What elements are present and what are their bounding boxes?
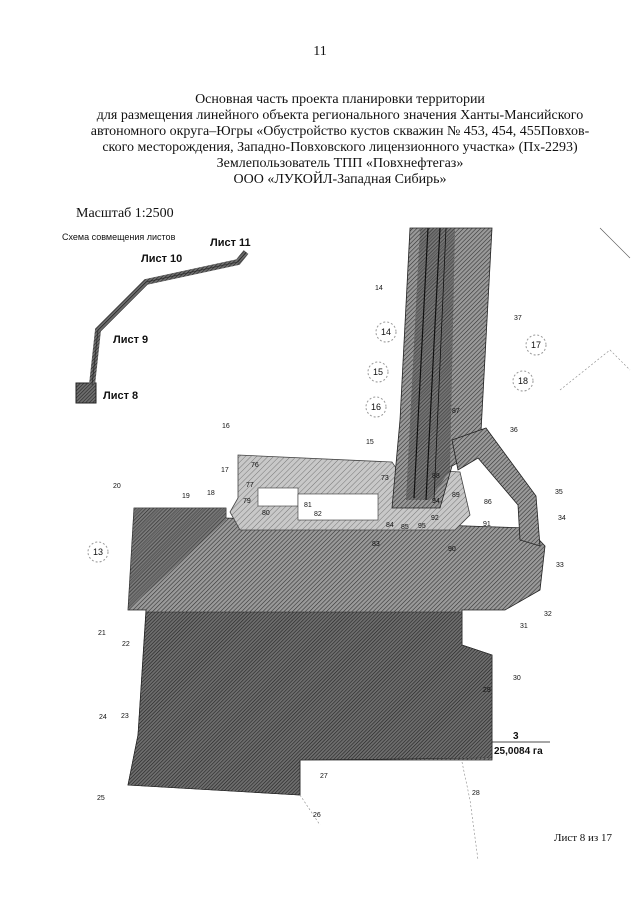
title-line: Основная часть проекта планировки территории bbox=[195, 92, 485, 107]
point-label: 24 bbox=[99, 714, 107, 721]
circled-label: 14 bbox=[381, 327, 392, 337]
allotment-area-dark-lower bbox=[128, 612, 492, 795]
point-label: 73 bbox=[381, 475, 389, 482]
point-label: 85 bbox=[401, 524, 409, 531]
point-label: 16 bbox=[222, 423, 230, 430]
area-number: 3 bbox=[513, 731, 519, 742]
point-label: 37 bbox=[514, 315, 522, 322]
point-label: 29 bbox=[483, 687, 491, 694]
title-line: автономного округа–Югры «Обустройство кустов скважин № 453, 454, 455Повхов- bbox=[90, 124, 590, 139]
point-label: 36 bbox=[510, 427, 518, 434]
sheet-footer: Лист 8 из 17 bbox=[554, 832, 613, 844]
point-label: 27 bbox=[320, 773, 328, 780]
point-label: 30 bbox=[513, 675, 521, 682]
boundary-line bbox=[300, 795, 320, 825]
point-label: 17 bbox=[221, 467, 229, 474]
point-label: 95 bbox=[418, 523, 426, 530]
title-line: ского месторождения, Западно-Повховского лицензионного участка» (Пх-2293) bbox=[102, 140, 578, 155]
point-label: 19 bbox=[182, 493, 190, 500]
boundary-line bbox=[560, 350, 630, 390]
sheet-label: Лист 9 bbox=[113, 334, 149, 346]
point-label: 28 bbox=[472, 790, 480, 797]
circled-label: 17 bbox=[531, 340, 542, 350]
company-line: ООО «ЛУКОЙЛ-Западная Сибирь» bbox=[233, 172, 447, 187]
point-label: 92 bbox=[431, 515, 439, 522]
sheet-label: Лист 8 bbox=[103, 390, 139, 402]
point-label: 91 bbox=[483, 521, 491, 528]
point-label: 15 bbox=[366, 439, 374, 446]
circled-label: 15 bbox=[373, 367, 384, 377]
circled-label: 16 bbox=[371, 402, 382, 412]
point-label: 94 bbox=[432, 498, 440, 505]
point-label: 35 bbox=[555, 489, 563, 496]
point-label: 76 bbox=[251, 462, 259, 469]
point-label: 14 bbox=[375, 285, 383, 292]
point-label: 22 bbox=[122, 641, 130, 648]
point-label: 23 bbox=[121, 713, 129, 720]
point-label: 18 bbox=[207, 490, 215, 497]
point-label: 77 bbox=[246, 482, 254, 489]
point-label: 21 bbox=[98, 630, 106, 637]
point-label: 26 bbox=[313, 812, 321, 819]
page-number: 11 bbox=[313, 44, 327, 59]
circled-label: 18 bbox=[518, 376, 529, 386]
boundary-line bbox=[462, 762, 478, 860]
point-label: 84 bbox=[386, 522, 394, 529]
point-label: 88 bbox=[432, 473, 440, 480]
point-label: 90 bbox=[448, 546, 456, 553]
point-label: 31 bbox=[520, 623, 528, 630]
sheet-scheme bbox=[76, 237, 251, 403]
land-user-line: Землепользователь ТПП «Повхнефтегаз» bbox=[216, 156, 464, 171]
point-label: 79 bbox=[243, 498, 251, 505]
point-label: 34 bbox=[558, 515, 566, 522]
point-label: 25 bbox=[97, 795, 105, 802]
scheme-label: Схема совмещения листов bbox=[62, 232, 176, 242]
point-label: 82 bbox=[314, 511, 322, 518]
sheet-8-block bbox=[76, 383, 96, 403]
point-label: 81 bbox=[304, 502, 312, 509]
sheet-label: Лист 10 bbox=[141, 253, 183, 265]
map-scale: Масштаб 1:2500 bbox=[76, 206, 174, 221]
point-label: 33 bbox=[556, 562, 564, 569]
boundary-line bbox=[600, 228, 630, 258]
point-label: 80 bbox=[262, 510, 270, 517]
area-value: 25,0084 га bbox=[494, 746, 543, 757]
sheet-label: Лист 11 bbox=[210, 237, 251, 249]
point-label: 83 bbox=[372, 541, 380, 548]
pad-cutout bbox=[258, 488, 298, 506]
sheet-path-outline bbox=[92, 252, 246, 385]
sheet-path bbox=[92, 252, 246, 385]
point-label: 20 bbox=[113, 483, 121, 490]
point-label: 86 bbox=[484, 499, 492, 506]
point-label: 87 bbox=[452, 408, 460, 415]
circled-label: 13 bbox=[93, 547, 104, 557]
point-label: 32 bbox=[544, 611, 552, 618]
title-line: для размещения линейного объекта регионального значения Ханты-Мансийского bbox=[96, 108, 584, 123]
point-label: 89 bbox=[452, 492, 460, 499]
